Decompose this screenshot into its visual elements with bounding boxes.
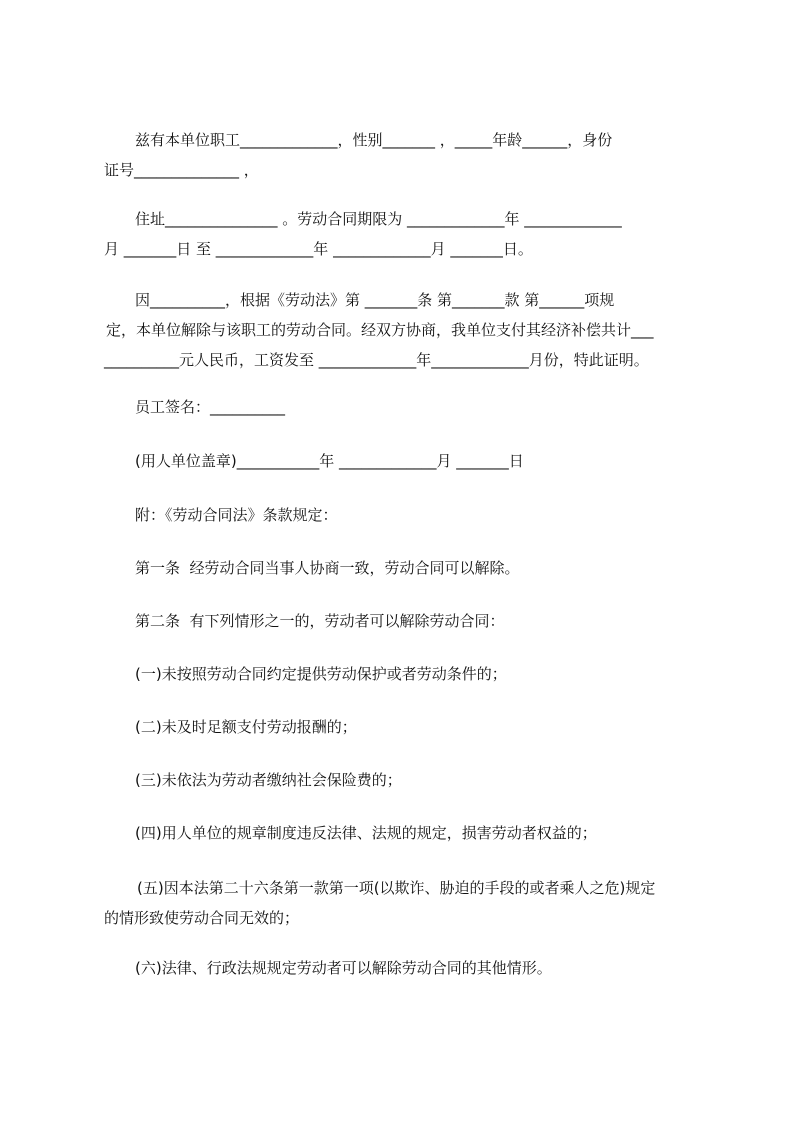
termination-line-2: 定，本单位解除与该职工的劳动合同。经双方协商，我单位支付其经济补偿共计___ — [106, 321, 654, 339]
article-one — [104, 553, 704, 583]
clause-item-5-line-1: (五)因本法第二十六条第一款第一项(以欺诈、胁迫的手段的或者乘人之危)规定 — [137, 879, 656, 897]
article-one-text: 第一条 经劳动合同当事人协商一致，劳动合同可以解除。 — [135, 559, 520, 577]
clause-item-1-text: (一)未按照劳动合同约定提供劳动保护或者劳动条件的； — [135, 665, 507, 683]
seal-line: (用人单位盖章)___________年 _____________月 _______日 — [135, 452, 524, 470]
clause-item-5 — [104, 873, 704, 933]
contract-period-line-2: 月 _______日 至 _____________年 _____________月 _______日。 — [104, 240, 533, 258]
appendix-title-text: 附：《劳动合同法》条款规定： — [135, 506, 338, 524]
termination-line-3: __________元人民币，工资发至 _____________年_____________月份，特此证明。 — [104, 351, 649, 369]
employee-signature — [104, 392, 704, 422]
clause-item-5-line-2: 的情形致使劳动合同无效的； — [104, 909, 300, 927]
clause-item-3-text: (三)未依法为劳动者缴纳社会保险费的； — [135, 771, 402, 789]
employee-info-line-2: 证号______________ ， — [104, 161, 259, 179]
employer-seal — [104, 446, 704, 476]
clause-item-6-text: (六)法律、行政法规规定劳动者可以解除劳动合同的其他情形。 — [135, 959, 552, 977]
contract-period-line-1: 住址_______________ 。劳动合同期限为 _____________年 _____________ — [135, 210, 622, 228]
clause-item-2 — [104, 712, 704, 742]
paragraph-termination — [104, 285, 704, 375]
clause-item-6 — [104, 953, 704, 983]
signature-line: 员工签名：__________ — [135, 398, 286, 416]
employee-info-line-1: 兹有本单位职工_____________，性别_______ ，_____年龄______，身份 — [135, 131, 613, 149]
appendix-title — [104, 500, 704, 530]
article-two-text: 第二条 有下列情形之一的，劳动者可以解除劳动合同： — [135, 612, 505, 630]
clause-item-4-text: (四)用人单位的规章制度违反法律、法规的规定，损害劳动者权益的； — [135, 824, 597, 842]
paragraph-employee-info — [104, 125, 704, 185]
clause-item-2-text: (二)未及时足额支付劳动报酬的； — [135, 718, 357, 736]
clause-item-1 — [104, 659, 704, 689]
termination-line-1: 因__________，根据《劳动法》第 _______条 第_______款 第______项规 — [135, 291, 615, 309]
clause-item-4 — [104, 818, 704, 848]
paragraph-contract-period — [104, 204, 704, 264]
clause-item-3 — [104, 765, 704, 795]
article-two — [104, 606, 704, 636]
